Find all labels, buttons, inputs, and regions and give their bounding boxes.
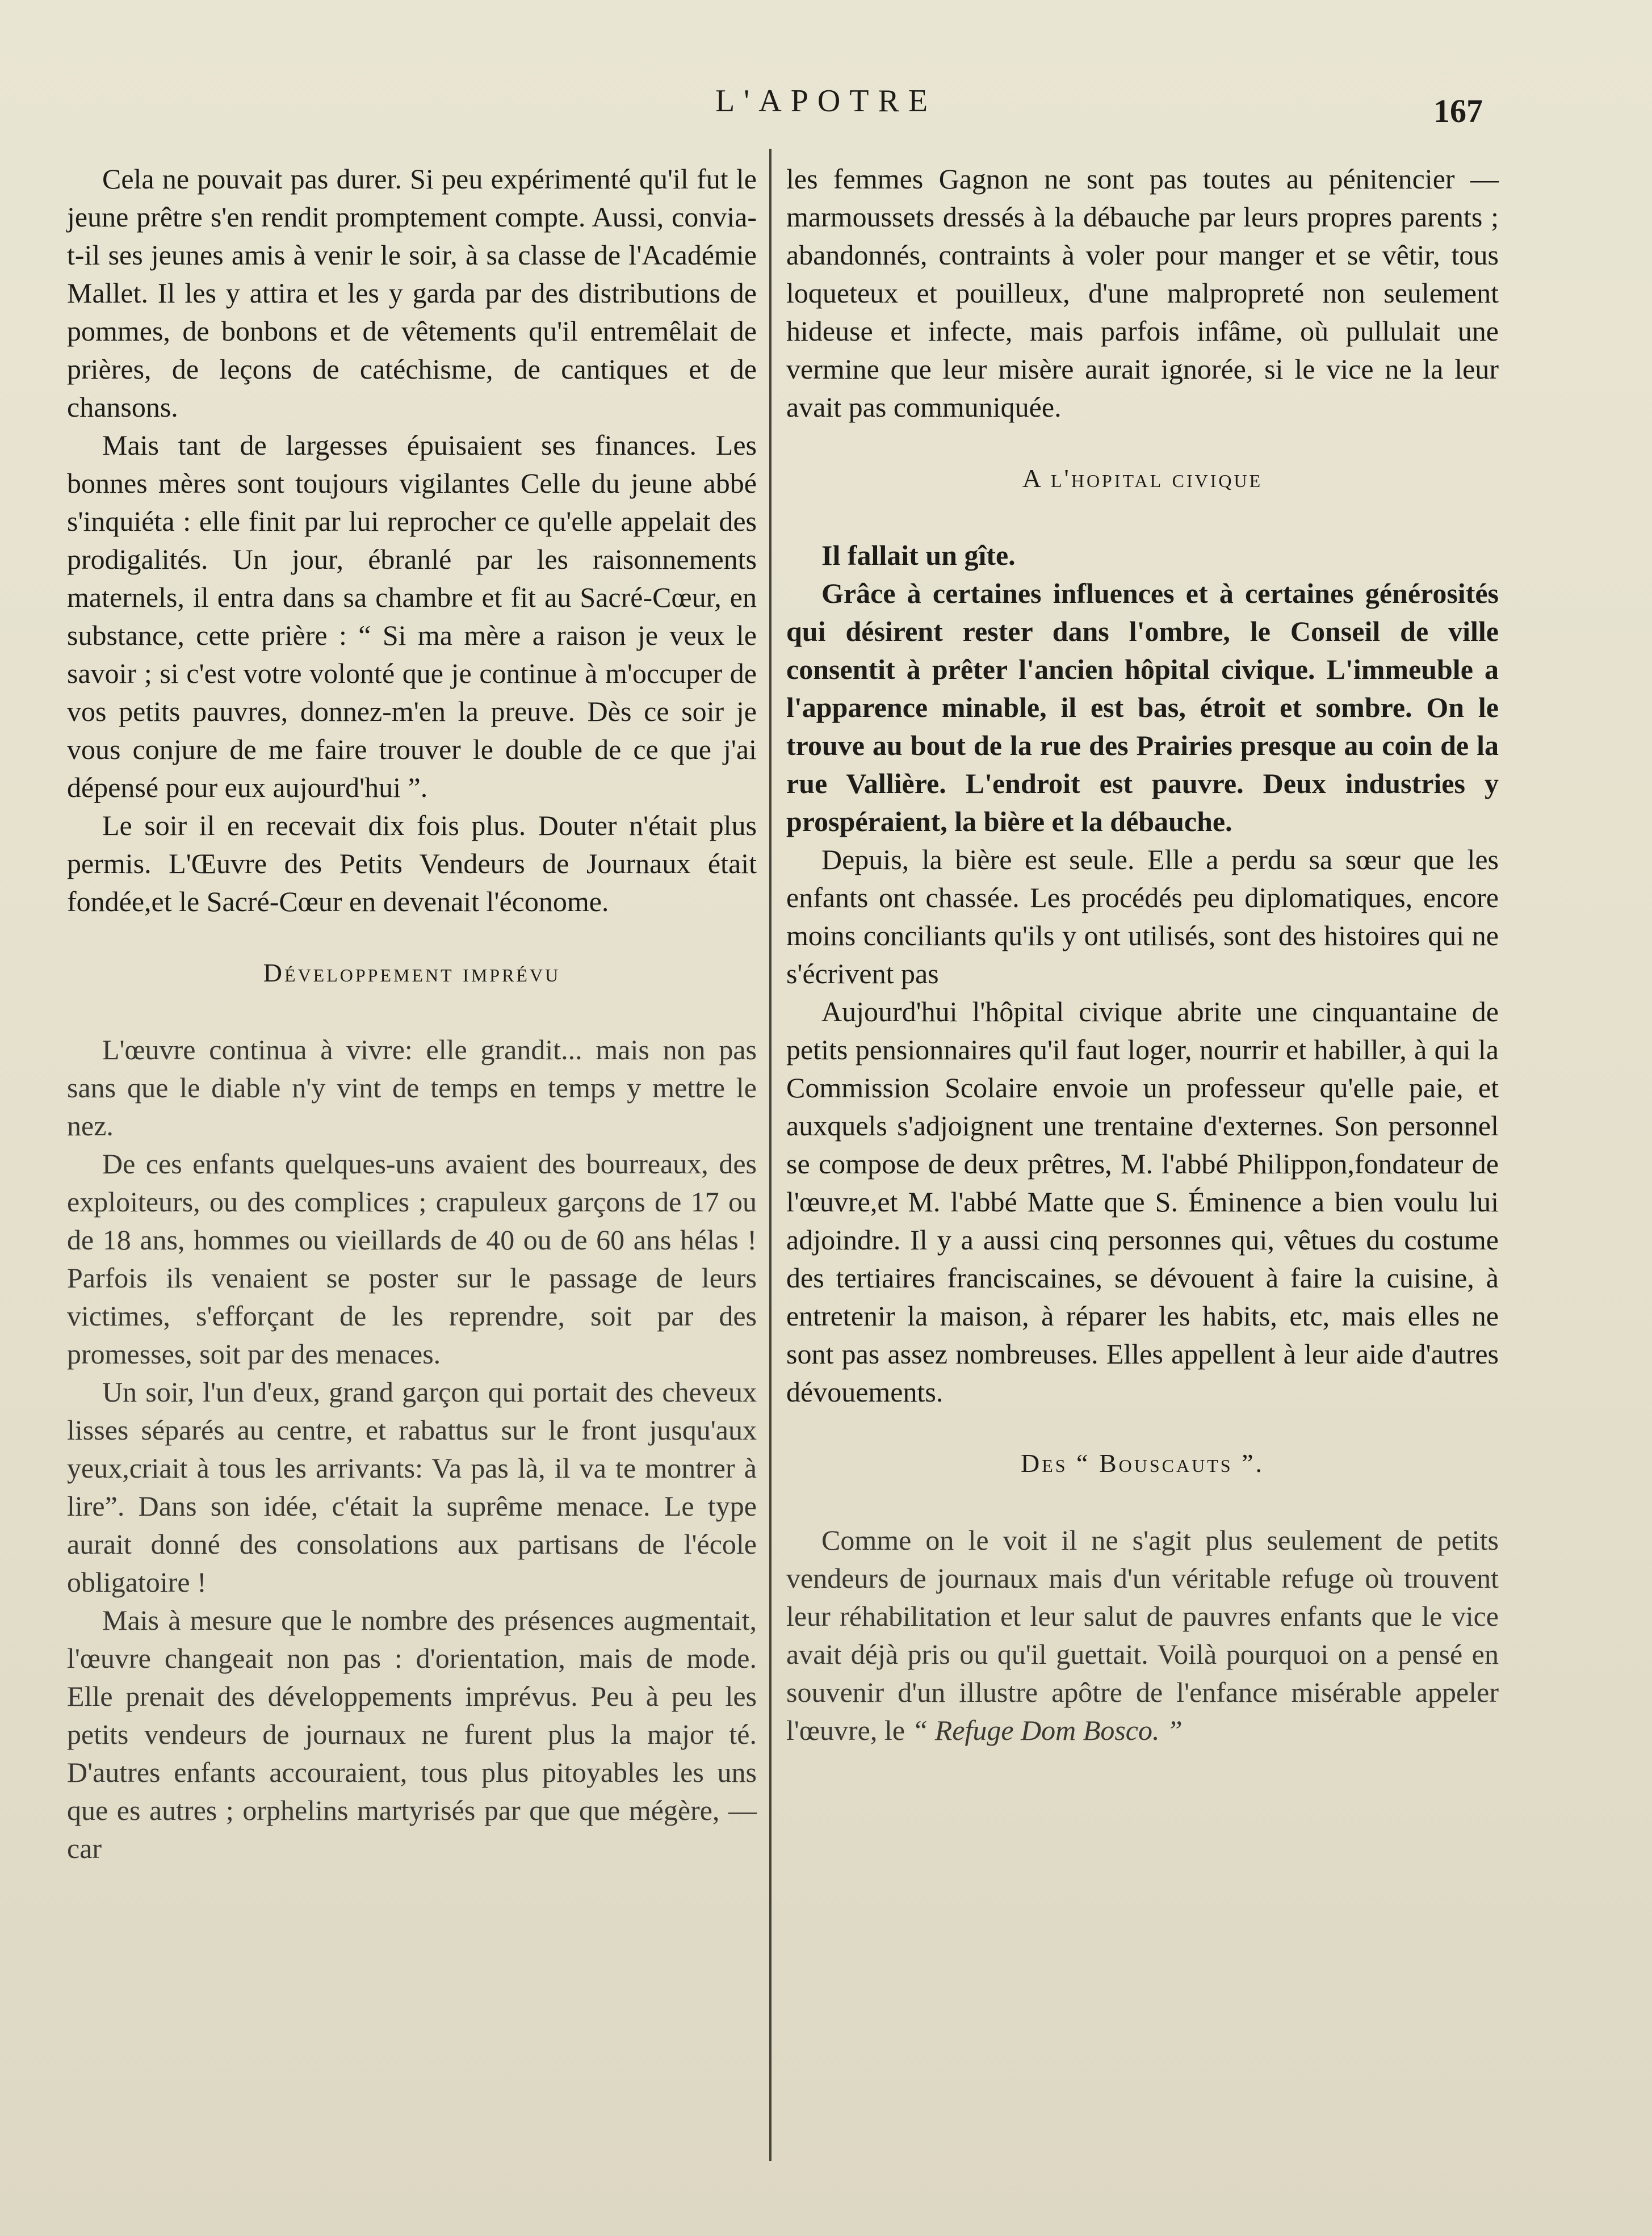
paragraph: Aujourd'hui l'hôpital civique abrite une cinquantaine de petits pensionnaires qu'il faut loger, nourrir et habiller, à qui la Commission Scolaire envoie un professeur qu'elle paie, et auxquels s'adjoignent une trentaine d'externes. Son personnel se compose de deux prêtres, M. l'abbé Philippon,fondateur de l'œuvre,et M. l'abbé Matte que S. Éminence a bien voulu lui adjoindre. Il y a aussi cinq personnes qui, vêtues du costume des tertiaires franciscaines, se dévouent à faire la cuisine, à entretenir la maison, à réparer les habits, etc, mais elles ne sont pas assez nombreuses. Elles appellent à leur aide d'autres dévouements.	[786, 996, 1499, 1408]
paragraph: Il fallait un gîte.	[821, 539, 1016, 571]
paragraph: Mais à mesure que le nombre des présences augmentait, l'œuvre changeait non pas : d'orientation, mais de mode. Elle prenait des développements imprévus. Peu à peu les petits vendeurs de journaux ne furent plus la major té. D'autres enfants accouraient, tous plus pitoyables les uns que es autres ; orphelins martyrisés par que que mégère, — car	[67, 1604, 757, 1864]
running-title: L'APOTRE	[715, 83, 937, 119]
paragraph: Depuis, la bière est seule. Elle a perdu sa sœur que les enfants ont chassée. Les procédés peu diplomatiques, encore moins conciliants qu'ils y ont utilisés, sont des histoires qui ne s'écrivent pas	[786, 844, 1499, 989]
section-heading: Développement imprévu	[263, 958, 561, 987]
paragraph: Cela ne pouvait pas durer. Si peu expérimenté qu'il fut le jeune prêtre s'en rendit promptement compte. Aussi, convia-t-il ses jeunes amis à venir le soir, à sa classe de l'Académie Mallet. Il les y attira et les y garda par des distributions de pommes, de bonbons et de vêtements qu'il entremêlait de prières, de leçons de catéchisme, de cantiques et de chansons.	[67, 163, 757, 423]
paragraph: Mais tant de largesses épuisaient ses finances. Les bonnes mères sont toujours vigilantes Celle du jeune abbé s'inquiéta : elle finit par lui reprocher ce qu'elle appelait des prodigalités. Un jour, ébranlé par les raisonnements maternels, il entra dans sa chambre et fit au Sacré-Cœur, en substance, cette prière : “ Si ma mère a raison je veux le savoir ; si c'est votre volonté que je continue à m'occuper de vos petits pauvres, donnez-m'en la preuve. Dès ce soir je vous conjure de me faire trouver le double de ce que j'ai dépensé pour eux aujourd'hui ”.	[67, 429, 757, 803]
right-column	[786, 160, 1499, 1750]
paragraph: les femmes Gagnon ne sont pas toutes au pénitencier — marmoussets dressés à la débauche par leurs propres parents ; abandonnés, contraints à voler pour manger et se vêtir, tous loqueteux et pouilleux, d'une malpropreté non seulement hideuse et infecte, mais parfois infâme, où pullulait une vermine que leur misère aurait ignorée, si le vice ne la leur avait pas communiquée.	[786, 163, 1499, 423]
section-heading: Des “ Bouscauts ”.	[1020, 1449, 1264, 1478]
refuge-name: “ Refuge Dom Bosco. ”	[912, 1714, 1183, 1746]
paragraph: Le soir il en recevait dix fois plus. Douter n'était plus permis. L'Œuvre des Petits Vendeurs de Journaux était fondée,et le Sacré-Cœur en devenait l'économe.	[67, 809, 757, 917]
paragraph	[786, 1521, 1499, 1750]
paragraph: De ces enfants quelques-uns avaient des bourreaux, des exploiteurs, ou des complices ; crapuleux garçons de 17 ou de 18 ans, hommes ou vieillards de 40 ou de 60 ans hélas ! Parfois ils venaient se poster sur le passage de leurs victimes, s'efforçant de les reprendre, soit par des promesses, soit par des menaces.	[67, 1148, 757, 1370]
page-number: 167	[1433, 93, 1483, 129]
paragraph: Un soir, l'un d'eux, grand garçon qui portait des cheveux lisses séparés au centre, et rabattus sur le front jusqu'aux yeux,criait à tous les arrivants: Va pas là, il va te montrer à lire”. Dans son idée, c'était la suprême menace. Le type aurait donné des consolations aux partisans de l'école obligatoire !	[67, 1376, 757, 1598]
column-divider	[769, 149, 772, 2161]
left-column	[67, 160, 757, 1868]
paragraph: L'œuvre continua à vivre: elle grandit... mais non pas sans que le diable n'y vint de temps en temps y mettre le nez.	[67, 1034, 757, 1142]
paragraph: Grâce à certaines influences et à certaines générosités qui désirent rester dans l'ombre, le Conseil de ville consentit à prêter l'ancien hôpital civique. L'immeuble a l'apparence minable, il est bas, étroit et sombre. On le trouve au bout de la rue des Prairies presque au coin de la rue Vallière. L'endroit est pauvre. Deux industries y prospéraient, la bière et la débauche.	[786, 577, 1499, 837]
paragraph-text: Comme on le voit il ne s'agit plus seulement de petits vendeurs de journaux mais d'un véritable refuge où trouvent leur réhabilitation et leur salut de pauvres enfants que le vice avait déjà pris ou qu'il guettait. Voilà pourquoi on a pensé en souvenir d'un illustre apôtre de l'enfance misérable appeler l'œuvre, le	[786, 1524, 1499, 1746]
section-heading: A l'hopital civique	[1022, 464, 1263, 493]
